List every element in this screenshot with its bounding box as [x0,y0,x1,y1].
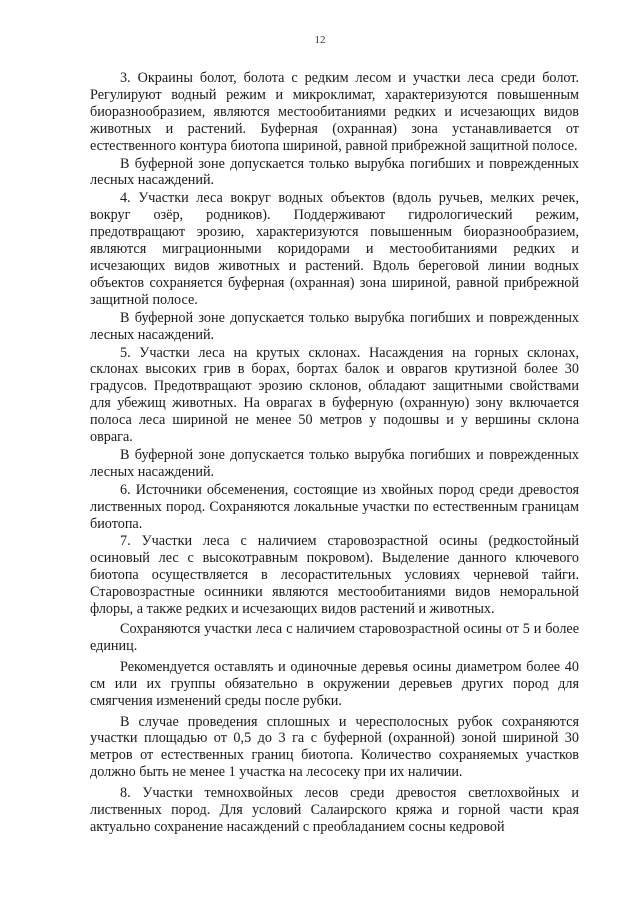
paragraph-item-3: 3. Окраины болот, болота с редким лесом и участки леса среди болот. Регулируют водный режим и микроклимат, характеризуются повышенным биоразнообразием, являются местообитаниями редких и исчезающих видов животных и растений. Буферная (охранная) зона устанавливается от естественного контура биотопа шириной, равной прибрежной защитной полосе. [90,70,579,154]
paragraph-item-7: 7. Участки леса с наличием старовозрастной осины (редкостойный осиновый лес с высокотравным покровом). Выделение данного ключевого биотопа осуществляется в лесорастительных условиях черневой тайги. Старовозрастные осинники являются местообитаниями видов неморальной флоры, а также редких и исчезающих видов растений и животных. [90,533,579,618]
paragraph-item-5: 5. Участки леса на крутых склонах. Насаждения на горных склонах, склонах высоких грив в борах, бортах балок и оврагов крутизной более 30 градусов. Предотвращают эрозию склонов, обладают защитными свойствами для убежищ животных. На оврагах в буферную (охранную) зону включается полоса леса шириной не менее 50 метров у подошвы и у вершины склона оврага. [90,344,579,446]
paragraph-aspen-preservation: Сохраняются участки леса с наличием старовозрастной осины от 5 и более единиц. [90,621,579,654]
body-text [90,70,579,836]
paragraph-aspen-recommendation: Рекомендуется оставлять и одиночные деревья осины диаметром более 40 см или их группы обязательно в окружении деревьев других пород для смягчения изменений среды после рубки. [90,658,579,709]
paragraph-item-6: 6. Источники обсеменения, состоящие из хвойных пород среди древостоя лиственных пород. Сохраняются локальные участки по естественным границам биотопа. [90,481,579,532]
paragraph-buffer-zone-note: В буферной зоне допускается только вырубка погибших и поврежденных лесных насаждений. [90,309,579,343]
paragraph-item-8: 8. Участки темнохвойных лесов среди древостоя светлохвойных и лиственных пород. Для условий Салаирского кряжа и горной части края актуально сохранение насаждений с преобладанием сосны кедровой [90,785,579,835]
paragraph-item-4: 4. Участки леса вокруг водных объектов (вдоль ручьев, мелких речек, вокруг озёр, родников). Поддерживают гидрологический режим, предотвращают эрозию, характеризуются повышенным биоразнообразием, являются миграционными коридорами и местообитаниями редких и исчезающих видов животных и растений. Вдоль береговой линии водных объектов сохраняется буферная (охранная) зона шириной, равной прибрежной защитной полосе. [90,190,579,308]
paragraph-clear-cutting: В случае проведения сплошных и чересполосных рубок сохраняются участки площадью от 0,5 до 3 га с буферной (охранной) зоной шириной 30 метров от естественных границ биотопа. Количество сохраняемых участков должно быть не менее 1 участка на лесосеку при их наличии. [90,713,579,781]
page-number: 12 [314,34,326,46]
paragraph-buffer-zone-note: В буферной зоне допускается только вырубка погибших и поврежденных лесных насаждений. [90,155,579,189]
paragraph-buffer-zone-note: В буферной зоне допускается только вырубка погибших и поврежденных лесных насаждений. [90,446,579,480]
